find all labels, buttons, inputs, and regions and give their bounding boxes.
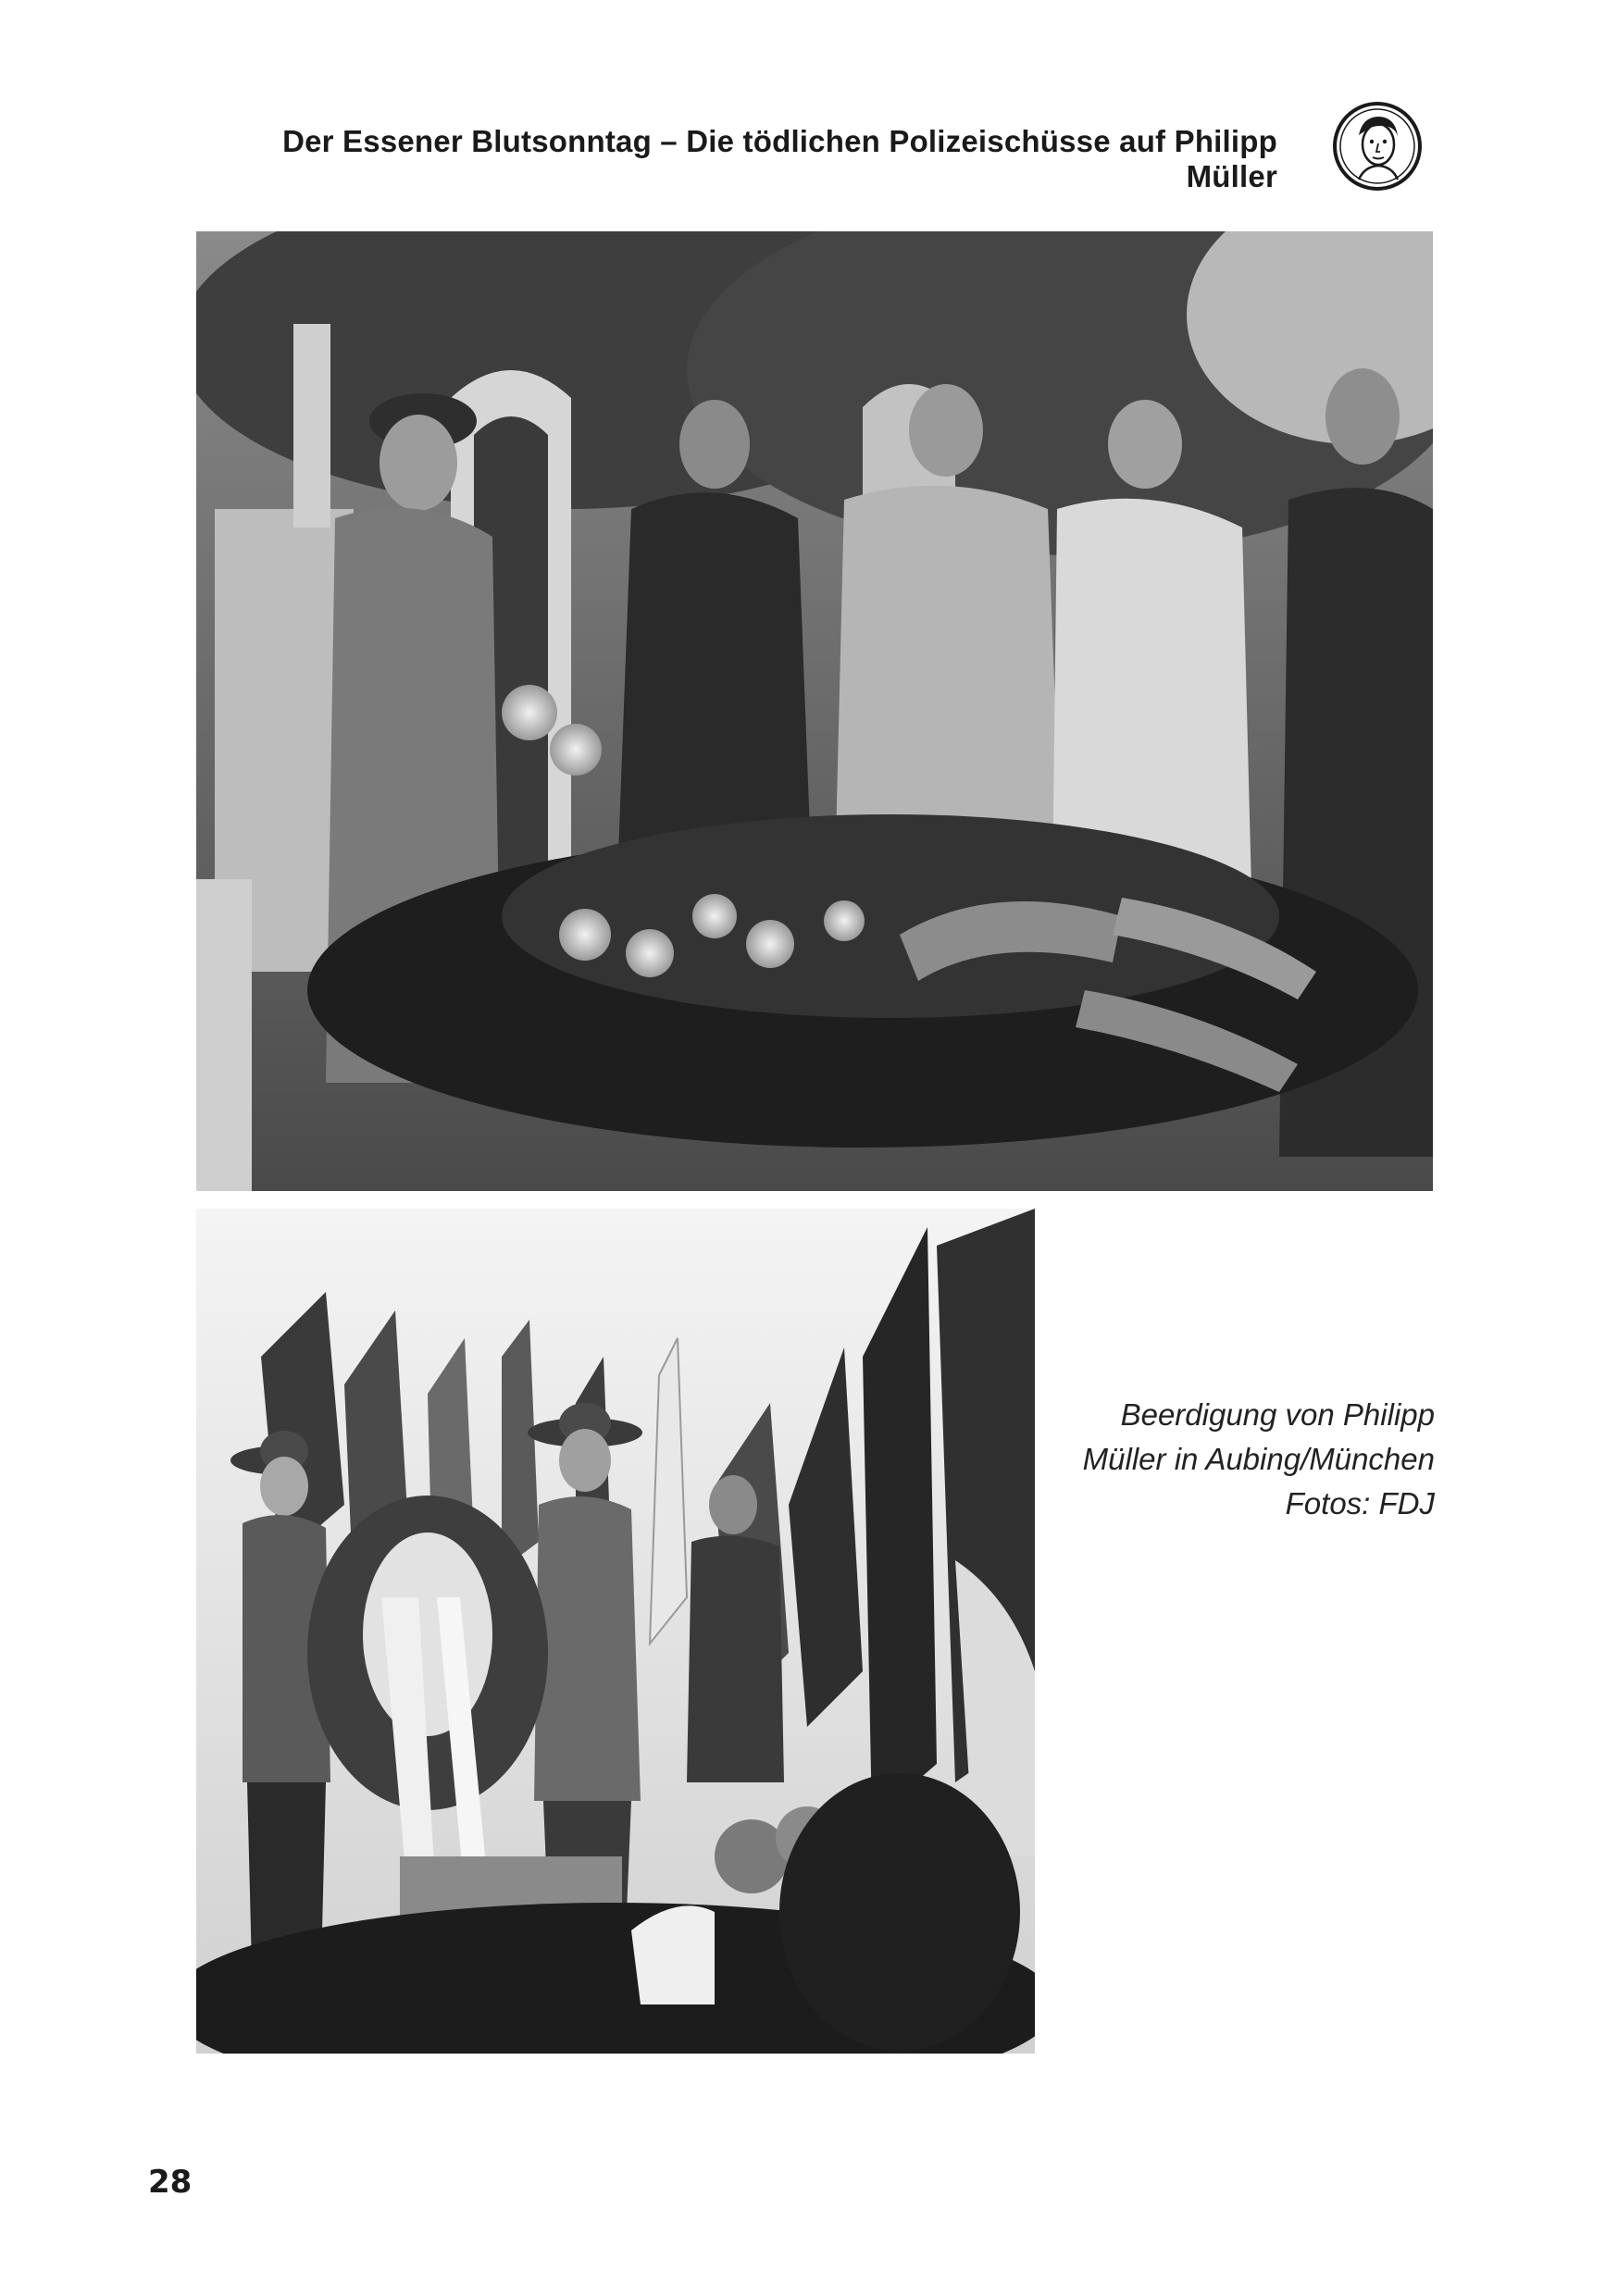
- caption-credit: Fotos: FDJ: [1285, 1486, 1435, 1520]
- photo-caption: [1046, 1393, 1435, 1526]
- page-number: 28: [148, 2164, 193, 2201]
- caption-line: Beerdigung von Philipp: [1120, 1397, 1435, 1432]
- cemetery-mourners-photo: [196, 231, 1433, 1191]
- caption-line: Müller in Aubing/München: [1082, 1442, 1435, 1476]
- portrait-medallion-icon: [1331, 100, 1424, 192]
- running-header-title: Der Essener Blutsonntag – Die tödlichen Polizeischüsse auf Philipp Müller: [282, 124, 1277, 193]
- funeral-flags-wreaths-photo: [196, 1209, 1035, 2054]
